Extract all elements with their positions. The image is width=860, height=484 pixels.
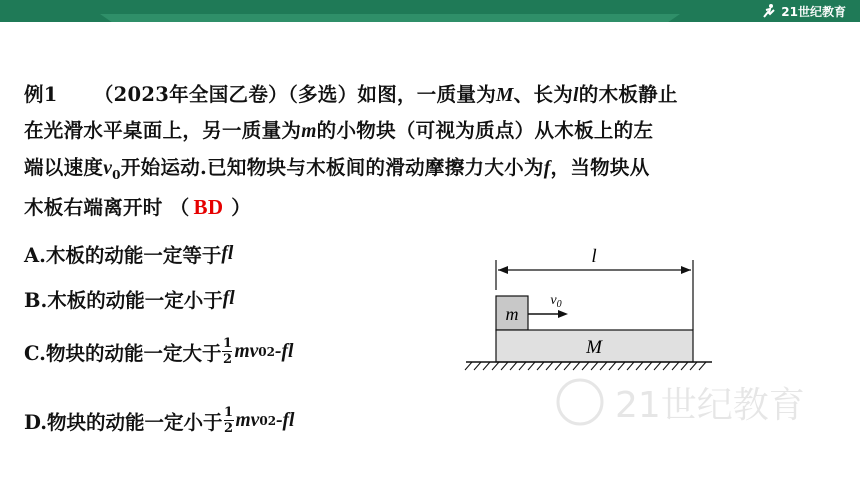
physics-diagram <box>460 240 720 380</box>
option-d: D.物块的动能一定小于 $\frac{1}{2}$ mv 0 2 -fl <box>24 405 295 436</box>
ground-hatching <box>465 362 706 370</box>
question-line-4: 木板右端离开时 （ BD ） <box>24 195 252 219</box>
answer-text: BD <box>193 195 224 219</box>
option-c: C.物块的动能一定大于 $\frac{1}{2}$ mv 0 2 -fl <box>24 336 294 367</box>
svg-text:21世纪教育: 21世纪教育 <box>615 385 805 426</box>
velocity-label: $v_0$ <box>550 293 562 310</box>
question-type: （多选） <box>287 83 358 106</box>
fraction-half: $\frac{1}{2}$ <box>222 336 232 367</box>
block-label: m <box>505 304 519 324</box>
option-a: A.木板的动能一定等于 fl <box>24 243 234 267</box>
question-source: （2023年全国乙卷） <box>93 83 288 106</box>
brand-logo <box>761 2 846 20</box>
length-label: l <box>591 246 597 267</box>
fraction-half: $\frac{1}{2}$ <box>223 405 234 436</box>
board-label: M <box>586 337 602 358</box>
logo-text: 21世纪教育 <box>781 4 846 19</box>
question-line-3: 端以速度$v_0$开始运动.已知物块与木板间的滑动摩擦力大小为f，当物块从 <box>24 156 650 182</box>
question-number: 例1 <box>24 83 58 106</box>
watermark-logo <box>540 372 840 452</box>
question-line-1: 例1 （2023年全国乙卷）（多选）如图，一质量为M、长为l的木板静止 <box>24 83 678 106</box>
question-line-2: 在光滑水平桌面上，另一质量为m的小物块（可视为质点）从木板上的左 <box>24 119 654 142</box>
runner-icon <box>761 3 777 19</box>
option-b: B.木板的动能一定小于 fl <box>24 288 235 312</box>
header-bar-accent <box>100 14 680 22</box>
